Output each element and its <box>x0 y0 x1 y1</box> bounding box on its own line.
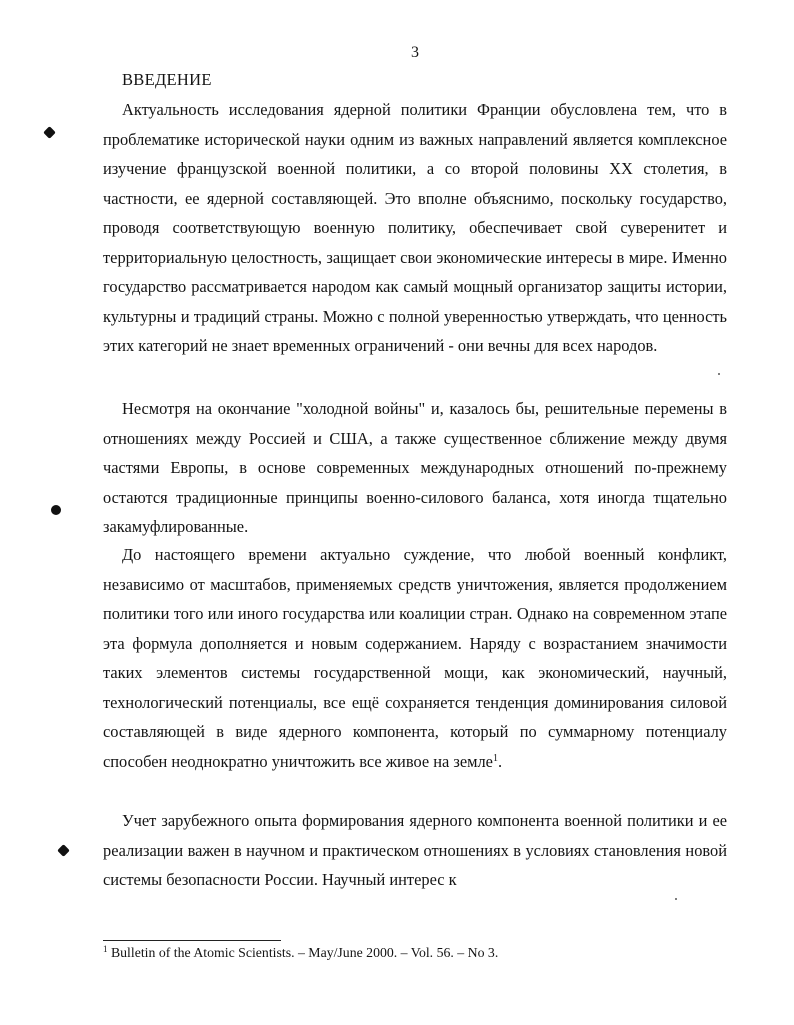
footnote-marker: 1 <box>103 944 108 954</box>
page-number: 3 <box>411 44 419 61</box>
scan-speck-2 <box>675 898 677 900</box>
margin-mark-3 <box>57 844 70 857</box>
footnote-reference: 1 <box>492 752 498 764</box>
paragraph-2: Несмотря на окончание "холодной войны" и, казалось бы, решительные перемены в отношениях между Россией и США, а также существенное сближение между двумя частями Европы, в основе современных международных отношений по-прежнему остаются традиционные принципы военно-силового баланса, хотя иногда тщательно закамуфлированные. <box>103 399 727 536</box>
paragraph-3-end: . <box>497 751 503 771</box>
paragraph-3 <box>103 540 727 776</box>
margin-mark-1 <box>43 126 56 139</box>
footnote <box>103 945 498 961</box>
footnote-rule <box>103 940 281 941</box>
section-heading: ВВЕДЕНИЕ <box>122 70 212 89</box>
paragraph-4: Учет зарубежного опыта формирования ядерного компонента военной политики и ее реализации важен в научном и практическом отношениях в условиях становления новой системы безопасности России. Научный интерес к <box>103 811 727 889</box>
footnote-text: Bulletin of the Atomic Scientists. – May/June 2000. – Vol. 56. – No 3. <box>107 945 499 960</box>
margin-mark-2 <box>51 505 61 515</box>
paragraph-3-text: До настоящего времени актуально суждение, что любой военный конфликт, независимо от масштабов, применяемых средств уничтожения, является продолжением политики того или иного государства или коалиции стран. Однако на современном этапе эта формула дополняется и новым содержанием. Наряду с возрастанием значимости таких элементов системы государственной мощи, как экономический, научный, технологический потенциалы, все ещё сохраняется тенденция доминирования силовой составляющей в виде ядерного компонента, который по суммарному потенциалу способен неоднократно уничтожить все живое на земле <box>103 545 727 771</box>
scan-speck-1 <box>718 373 720 375</box>
paragraph-1: Актуальность исследования ядерной политики Франции обусловлена тем, что в проблематике исторической науки одним из важных направлений является комплексное изучение французской военной политики, а со второй половины XX столетия, в частности, ее ядерной составляющей. Это вполне объяснимо, поскольку государство, проводя соответствующую военную политику, обеспечивает свой суверенитет и территориальную целостность, защищает свои экономические интересы в мире. Именно государство рассматривается народом как самый мощный организатор защиты истории, культурны и традиций страны. Можно с полной уверенностью утверждать, что ценность этих категорий не знает временных ограничений - они вечны для всех народов. <box>103 100 727 355</box>
